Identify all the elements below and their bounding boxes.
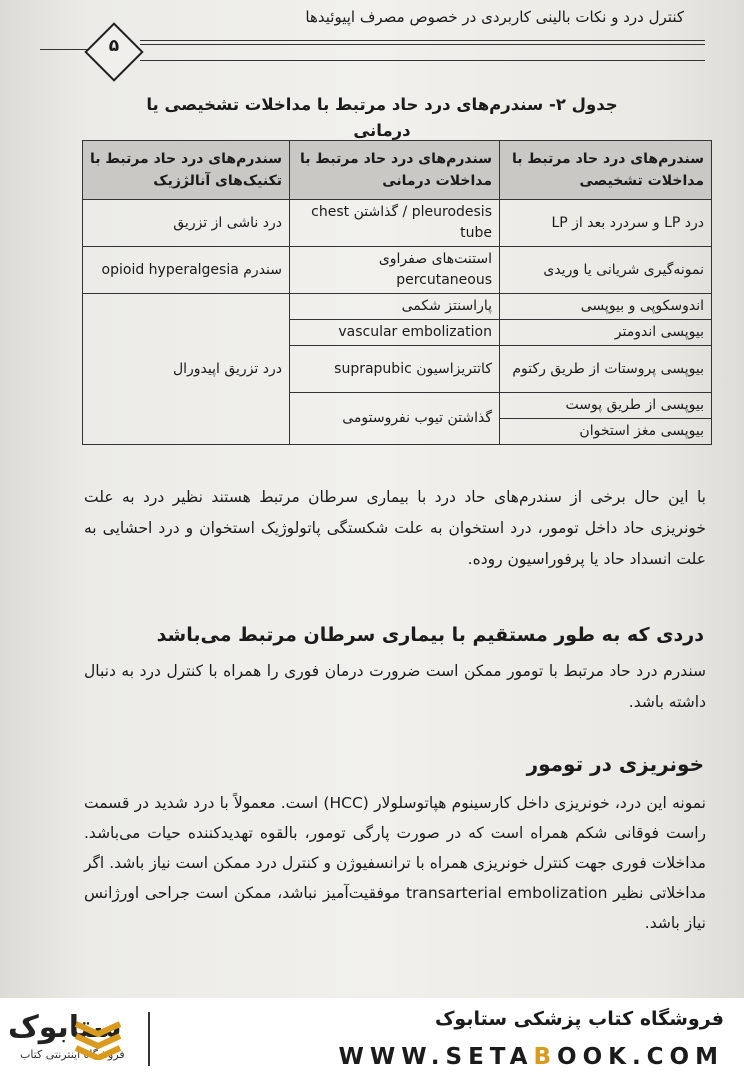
table-caption-text: جدول ۲- سندرم‌های درد حاد مرتبط با مداخلات تشخیصی یا درمانی (146, 95, 618, 140)
table-row (83, 200, 712, 247)
running-title: کنترل درد و نکات بالینی کاربردی در خصوص مصرف اپیوئیدها (305, 8, 684, 26)
table-cell: درد LP و سردرد بعد از LP (500, 200, 712, 247)
paragraph-3: نمونه این درد، خونریزی داخل کارسینوم هپاتوسلولار (HCC) است. معمولاً با درد شدید در قسمت راست فوقانی شکم همراه است که در صورت پارگی تومور، بالقوه تهدیدکننده حیات می‌باشد. مداخلات فوری جهت کنترل خونریزی همراه با ترانسفیوژن و کنترل درد ممکن است نیاز باشد. اگر مداخلاتی نظیر transarterial embolization موفقیت‌آمیز نباشد، ممکن است جراحی اورژانس نیاز باشد. (84, 794, 707, 932)
table-header-therapeutic: سندرم‌های درد حاد مرتبط با مداخلات درمانی (290, 141, 500, 200)
store-url[interactable] (339, 1044, 724, 1070)
table-cell: کاتتریزاسیون suprapubic (290, 346, 500, 393)
book-stack-icon (70, 1016, 126, 1060)
store-logo-text: ستابوک (8, 1010, 122, 1045)
table-header-row (83, 141, 712, 200)
syndromes-table (82, 140, 712, 445)
header-rule-top (140, 40, 705, 41)
table-cell: سندرم opioid hyperalgesia (83, 247, 290, 294)
table-row (83, 247, 712, 294)
store-url-prefix: WWW.SETA (338, 1044, 534, 1070)
store-footer (0, 998, 744, 1080)
table-caption (142, 92, 622, 144)
section-heading-cancer-pain: دردی که به طور مستقیم با بیماری سرطان مرتبط می‌باشد (156, 624, 704, 646)
logo-divider (148, 1012, 150, 1066)
table-cell: اندوسکوپی و بیوپسی (500, 294, 712, 320)
store-name: فروشگاه کتاب پزشکی ستابوک (434, 1008, 724, 1030)
table-cell: بیوپسی از طریق پوست (500, 393, 712, 419)
paragraph-2: سندرم درد حاد مرتبط با تومور ممکن است ضرورت درمان فوری را همراه با کنترل درد به دنبال داشته باشد. (84, 662, 706, 711)
table-header-analgesic: سندرم‌های درد حاد مرتبط با تکنیک‌های آنالژزیک (83, 141, 290, 200)
header-rule-middle (140, 44, 705, 45)
table-cell: پاراسنتز شکمی (290, 294, 500, 320)
store-url-suffix: OOK.COM (557, 1044, 724, 1070)
table-cell: بیوپسی پروستات از طریق رکتوم (500, 346, 712, 393)
header-rule-bottom (140, 60, 705, 61)
page-number: ۵ (108, 36, 120, 56)
paragraph-1: با این حال برخی از سندرم‌های حاد درد با بیماری سرطان مرتبط هستند نظیر درد به علت خونریزی حاد داخل تومور، درد استخوان به علت شکستگی پاتولوژیک استخوان و درد احشایی به علت انسداد حاد یا پرفوراسیون روده. (84, 488, 706, 568)
table-header-diagnostic: سندرم‌های درد حاد مرتبط با مداخلات تشخیصی (500, 141, 712, 200)
section-heading-tumor-bleeding: خونریزی در تومور (526, 752, 704, 776)
store-url-highlight: B (533, 1044, 558, 1070)
table-cell: گذاشتن تیوب نفروستومی (290, 393, 500, 445)
table-cell: pleurodesis / گذاشتن chest tube (290, 200, 500, 247)
table-cell: بیوپسی مغز استخوان (500, 419, 712, 445)
table-cell: نمونه‌گیری شریانی یا وریدی (500, 247, 712, 294)
header-rule-left (40, 49, 90, 50)
table-row (83, 294, 712, 320)
table-cell: استنت‌های صفراوی percutaneous (290, 247, 500, 294)
table-cell: درد تزریق اپیدورال (83, 294, 290, 445)
table-cell: بیوپسی اندومتر (500, 320, 712, 346)
table-cell: vascular embolization (290, 320, 500, 346)
table-cell: درد ناشی از تزریق (83, 200, 290, 247)
store-logo-subtitle: فروشگاه اینترنتی کتاب (20, 1048, 125, 1061)
